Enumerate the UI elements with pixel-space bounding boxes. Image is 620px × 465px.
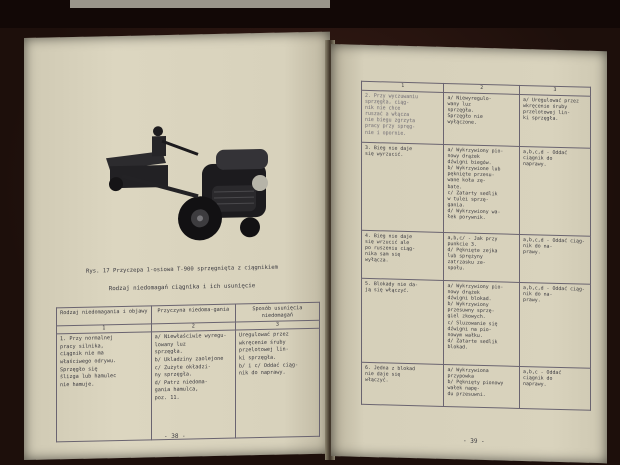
text-line: a/ Wykrzywiony pio- xyxy=(447,283,504,291)
cell-cause xyxy=(444,144,520,234)
text-line: Uregulować przez xyxy=(238,331,289,339)
text-line: ki sprzęgła. xyxy=(238,354,277,362)
text-line: nowym wałku. xyxy=(447,331,483,339)
text-line: społu. xyxy=(447,265,466,272)
text-line: 2. Przy wyczuwaniu xyxy=(365,92,418,101)
text-line: wany luz xyxy=(447,101,471,108)
cell-remedy xyxy=(520,94,591,148)
cell-symptom xyxy=(362,142,444,232)
text-line: naprawy. xyxy=(523,161,547,168)
cell-remedy xyxy=(520,234,591,284)
text-line: przelotowej lin- xyxy=(238,346,289,354)
text-line: 5. Blokady nie da- xyxy=(365,280,418,289)
cell-symptom xyxy=(362,90,444,144)
text-line: b/ Ukladziny zaolejone xyxy=(154,355,224,364)
text-line: prawy. xyxy=(523,249,541,256)
text-line: włączyć. xyxy=(365,377,389,384)
right-page xyxy=(331,44,607,463)
text-line: sprzęgła. xyxy=(447,107,474,114)
text-line: ślizga lub hamulec xyxy=(60,373,117,381)
text-line: nie hamuje. xyxy=(60,381,95,388)
left-page xyxy=(24,32,330,460)
text-line: punkcie 3. xyxy=(447,241,477,248)
text-line: przypowka xyxy=(447,373,474,380)
text-line: wkręcenie śruby xyxy=(238,339,286,347)
text-line: ciągnik nie ma xyxy=(60,350,104,358)
text-line: d/ Patrz niedoma- xyxy=(154,378,208,387)
text-line: nie biegu zgrzyta xyxy=(365,117,416,125)
cell-symptom xyxy=(362,362,444,406)
cell-cause xyxy=(444,232,520,282)
text-line: sprzęgła. xyxy=(154,349,183,356)
section-title: Rodzaj niedomagań ciągnika i ich usunięcie xyxy=(108,283,256,293)
column-number: 2 xyxy=(444,83,520,94)
text-line: pęknięte przesu- xyxy=(447,171,495,179)
text-line: a/ Niewyregulo- xyxy=(447,95,492,103)
text-line: bate. xyxy=(447,183,463,190)
text-line: w tulei sprzę- xyxy=(447,195,489,203)
text-line: sprzęgła, ciąg- xyxy=(365,98,410,107)
column-number: 3 xyxy=(235,320,319,330)
text-line: c/ Sluzowanie się xyxy=(447,319,498,327)
text-line: wałek napę- xyxy=(447,385,480,393)
text-line: du przesuwni. xyxy=(447,391,486,399)
text-line: ją się włączyć. xyxy=(365,286,410,295)
text-line: ciągnik do xyxy=(523,375,553,382)
text-line: nowy drążek xyxy=(447,153,480,160)
text-line: poz. 11. xyxy=(154,394,180,402)
text-line: Sprzęgło nie xyxy=(447,113,483,121)
text-line: c/ Zużyte okładzi- xyxy=(154,363,211,371)
text-line: ki sprzęgła. xyxy=(523,115,559,123)
text-line: nowy drążek xyxy=(447,289,480,296)
text-line: a,b,c/ - Jak przy xyxy=(447,235,498,243)
text-line: wkręcenie śruby xyxy=(523,103,568,111)
text-line: dźwigni blokad. xyxy=(447,295,492,303)
cell-remedy xyxy=(520,282,591,368)
text-line: d/ Zatarte sedlik xyxy=(447,337,498,346)
text-line: a/ Uregulować przez xyxy=(523,97,579,105)
text-line: wyłącza. xyxy=(365,257,389,264)
column-number: 2 xyxy=(151,322,235,332)
text-line: a,b,c,d - Oddać ciąg- xyxy=(523,237,585,245)
cell-cause xyxy=(444,92,520,146)
text-line: b/ Wykrzywione lub xyxy=(447,165,501,173)
text-line: c/ Zatarty sedlik xyxy=(447,189,498,198)
header-cause: Przyczyna niedoma-gania xyxy=(151,304,235,324)
text-line: nik nie chce xyxy=(365,105,401,113)
text-line: a,b,c,d - Oddać xyxy=(523,149,568,157)
page-number-right: - 39 - xyxy=(463,437,485,446)
text-line: a,b,c - Oddać xyxy=(523,369,562,377)
text-line: nie i opornie. xyxy=(365,129,407,137)
text-line: d/ Pęknięte zejka xyxy=(447,247,498,255)
text-line: naprawy. xyxy=(523,381,547,388)
text-line: lowany luz xyxy=(154,341,186,349)
text-line: nik do na- xyxy=(523,291,553,298)
text-line: b/ Pęknięty pionowy xyxy=(447,379,504,387)
cell-cause xyxy=(444,280,520,366)
cell-symptom xyxy=(362,230,444,280)
text-line: gania. xyxy=(447,201,466,209)
text-line: pracy przy spręg- xyxy=(365,123,416,131)
text-line: 6. Jedna z blokad xyxy=(365,364,416,373)
text-line: lub sprężyny xyxy=(447,253,483,261)
text-line: ruszać a włącza xyxy=(365,111,410,119)
text-line: a,b,c,d - Oddać ciąg- xyxy=(523,285,585,293)
text-line: zatrzasku ze- xyxy=(447,259,486,267)
text-line: ny sprzęgła. xyxy=(154,371,193,379)
text-line: giel zkowych. xyxy=(447,313,486,321)
cell-remedy xyxy=(520,366,591,410)
text-line: nika sam się xyxy=(365,251,401,259)
cell-remedy xyxy=(235,328,319,438)
text-line: 4. Bieg nie daje xyxy=(365,232,413,241)
header-symptom: Rodzaj niedomagania i objawy xyxy=(57,306,152,326)
text-line: nik do na- xyxy=(523,243,553,250)
column-number: 1 xyxy=(362,81,444,92)
background-paper xyxy=(70,0,330,8)
text-line: 3. Bieg nie daje xyxy=(365,144,413,153)
background-strip xyxy=(0,0,620,28)
text-line: ciągnik do xyxy=(523,155,553,162)
cell-remedy xyxy=(520,146,591,236)
text-line: b/ i c/ Oddać ciąg- xyxy=(238,361,299,370)
text-line: 1. Przy normalnej xyxy=(60,335,114,343)
text-line: przesuwny sprzę- xyxy=(447,307,495,315)
text-line: właściwego odrywu. xyxy=(60,358,117,366)
left-table xyxy=(56,302,320,443)
text-line: dźwigni na pio- xyxy=(447,325,492,333)
text-line: a/ Wykrzywiony pio- xyxy=(447,147,504,155)
cell-symptom xyxy=(57,332,152,442)
column-number: 3 xyxy=(520,85,591,96)
text-line: pracy silnika, xyxy=(60,343,104,351)
text-line: blokad. xyxy=(447,343,469,351)
text-line: Sprzęgło się xyxy=(60,366,98,373)
text-line: wyłączone. xyxy=(447,119,477,127)
text-line: nie daje się xyxy=(365,370,401,378)
text-line: po ruszeniu ciąg- xyxy=(365,245,416,253)
text-line: a/ Niewłaściwie wyregu- xyxy=(154,332,227,341)
column-number: 1 xyxy=(57,324,152,334)
text-line: nik do naprawy. xyxy=(238,369,286,377)
header-remedy: Sposób usunięcia niedomagań xyxy=(235,302,319,322)
text-line: się wyrzucić. xyxy=(365,150,404,158)
page-number-left: - 38 - xyxy=(164,432,186,441)
figure-caption: Rys. 17 Przyczepa 1-osiowa T-900 sprzęgnięta z ciągnikiem xyxy=(86,264,278,275)
text-line: się wrzucić ale xyxy=(365,238,410,247)
text-line: dźwigni biegów. xyxy=(447,159,492,167)
text-line: prawy. xyxy=(523,297,541,304)
cell-symptom xyxy=(362,278,444,364)
tractor-photo xyxy=(102,115,282,279)
text-line: a/ Wykrzywiona xyxy=(447,367,489,375)
text-line: łek porywnik. xyxy=(447,214,486,222)
text-line: przelotowej lin- xyxy=(523,109,571,117)
right-table xyxy=(361,81,591,411)
text-line: d/ Wykrzywiony wa- xyxy=(447,207,501,216)
cell-cause xyxy=(444,364,520,408)
text-line: gania hamulca, xyxy=(154,386,199,394)
text-line: b/ Wykrzywiony xyxy=(447,301,489,309)
cell-cause xyxy=(151,330,235,440)
text-line: wane koła zę- xyxy=(447,177,486,185)
